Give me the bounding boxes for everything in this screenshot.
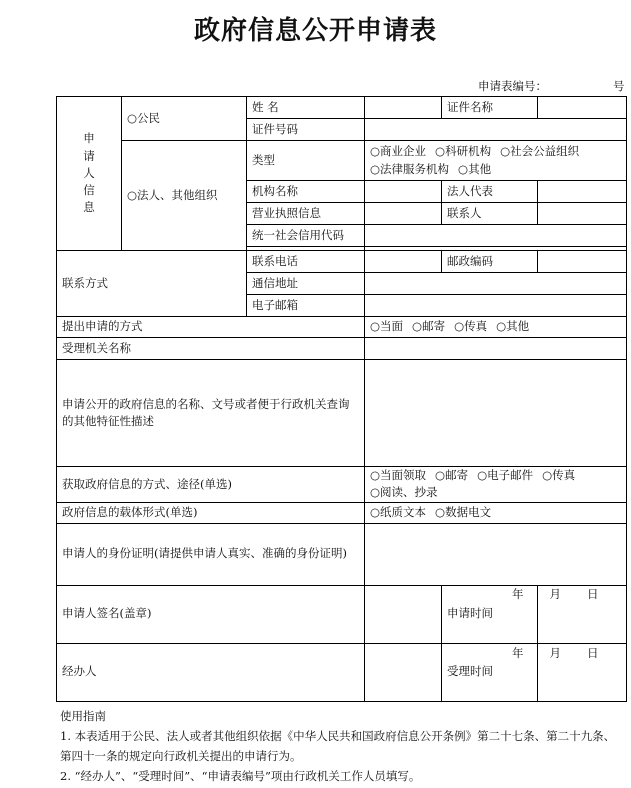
- org-type-label: 类型: [247, 141, 365, 181]
- org-name-label: 机构名称: [247, 181, 365, 203]
- postcode-field[interactable]: [538, 251, 627, 273]
- submit-mail[interactable]: ○邮寄: [412, 319, 446, 334]
- legal-rep-field[interactable]: [538, 181, 627, 203]
- carrier-options: [365, 502, 627, 523]
- carrier-label: 政府信息的载体形式(单选): [57, 502, 365, 523]
- applicant-section-label: 申 请 人 信 息: [57, 97, 122, 251]
- credit-code-field[interactable]: [365, 225, 627, 247]
- guide-item-2: 2. “经办人”、“受理时间”、“申请表编号”项由行政机关工作人员填写。: [60, 769, 421, 783]
- submit-method-options: [365, 317, 627, 338]
- description-field[interactable]: [365, 360, 627, 467]
- org-type-other[interactable]: ○其他: [458, 161, 492, 176]
- contact-section-label: 联系方式: [57, 251, 247, 317]
- carrier-paper[interactable]: ○纸质文本: [370, 504, 427, 519]
- org-option[interactable]: ○法人、其他组织: [122, 141, 247, 251]
- description-label: 申请公开的政府信息的名称、文号或者便于行政机关查询的其他特征性描述: [57, 360, 365, 467]
- org-type-options: [365, 141, 627, 181]
- license-label: 营业执照信息: [247, 203, 365, 225]
- apply-time-label: 申请时间: [442, 585, 538, 643]
- form-title: 政府信息公开申请表: [193, 16, 437, 46]
- obtain-method-label: 获取政府信息的方式、途径(单选): [57, 467, 365, 503]
- credit-code-label: 统一社会信用代码: [247, 225, 365, 247]
- accept-time-label: 受理时间: [442, 643, 538, 701]
- legal-rep-label: 法人代表: [442, 181, 538, 203]
- contact-person-label: 联系人: [442, 203, 538, 225]
- identity-label: 申请人的身份证明(请提供申请人真实、准确的身份证明): [57, 523, 365, 585]
- org-type-legal[interactable]: ○法律服务机构: [370, 161, 450, 176]
- apply-month-label: 月: [549, 587, 561, 601]
- phone-label: 联系电话: [247, 251, 365, 273]
- carrier-electronic[interactable]: ○数据电文: [435, 504, 492, 519]
- signature-label: 申请人签名(盖章): [57, 585, 365, 643]
- license-field[interactable]: [365, 203, 442, 225]
- name-label: 姓 名: [247, 97, 365, 119]
- submit-in-person[interactable]: ○当面: [370, 319, 404, 334]
- name-field[interactable]: [365, 97, 442, 119]
- apply-date-markers: [512, 586, 599, 602]
- email-label: 电子邮箱: [247, 295, 365, 317]
- obtain-mail[interactable]: ○邮寄: [435, 468, 469, 482]
- handler-label: 经办人: [57, 643, 365, 701]
- address-field[interactable]: [365, 273, 627, 295]
- agency-field[interactable]: [365, 338, 627, 360]
- submit-other[interactable]: ○其他: [496, 319, 530, 334]
- serial-number-label: 申请表编号：: [478, 79, 547, 93]
- accept-month-label: 月: [549, 646, 561, 660]
- citizen-option[interactable]: ○公民: [122, 97, 247, 141]
- submit-fax[interactable]: ○传真: [454, 319, 488, 334]
- accept-year-label: 年: [512, 646, 524, 660]
- id-type-field[interactable]: [538, 97, 627, 119]
- application-form-table: [56, 96, 627, 702]
- apply-day-label: 日: [587, 587, 599, 601]
- apply-year-label: 年: [512, 587, 524, 601]
- contact-person-field[interactable]: [538, 203, 627, 225]
- handler-field[interactable]: [365, 643, 442, 701]
- id-number-label: 证件号码: [247, 119, 365, 141]
- obtain-email[interactable]: ○电子邮件: [477, 468, 534, 482]
- address-label: 通信地址: [247, 273, 365, 295]
- agency-label: 受理机关名称: [57, 338, 365, 360]
- guide-title: 使用指南: [60, 709, 106, 723]
- postcode-label: 邮政编码: [442, 251, 538, 273]
- submit-method-label: 提出申请的方式: [57, 317, 365, 338]
- serial-number-unit: 号: [613, 79, 625, 93]
- phone-field[interactable]: [365, 251, 442, 273]
- org-name-field[interactable]: [365, 181, 442, 203]
- email-field[interactable]: [365, 295, 627, 317]
- org-type-nonprofit[interactable]: ○社会公益组织: [500, 144, 580, 159]
- identity-field[interactable]: [365, 523, 627, 585]
- obtain-read-copy[interactable]: ○阅读、抄录: [370, 485, 438, 500]
- obtain-fax[interactable]: ○传真: [542, 468, 576, 482]
- signature-field[interactable]: [365, 585, 442, 643]
- id-type-label: 证件名称: [442, 97, 538, 119]
- id-number-field[interactable]: [365, 119, 627, 141]
- obtain-in-person[interactable]: ○当面领取: [370, 468, 427, 482]
- accept-date-markers: [512, 645, 599, 661]
- obtain-method-options: [365, 467, 627, 503]
- org-type-research[interactable]: ○科研机构: [435, 144, 492, 159]
- accept-day-label: 日: [587, 646, 599, 660]
- org-type-commercial[interactable]: ○商业企业: [370, 144, 427, 159]
- guide-item-1: 1. 本表适用于公民、法人或者其他组织依据《中华人民共和国政府信息公开条例》第二十七条、第二十九条、第四十一条的规定向行政机关提出的申请行为。: [60, 729, 616, 763]
- usage-guide: [60, 706, 626, 786]
